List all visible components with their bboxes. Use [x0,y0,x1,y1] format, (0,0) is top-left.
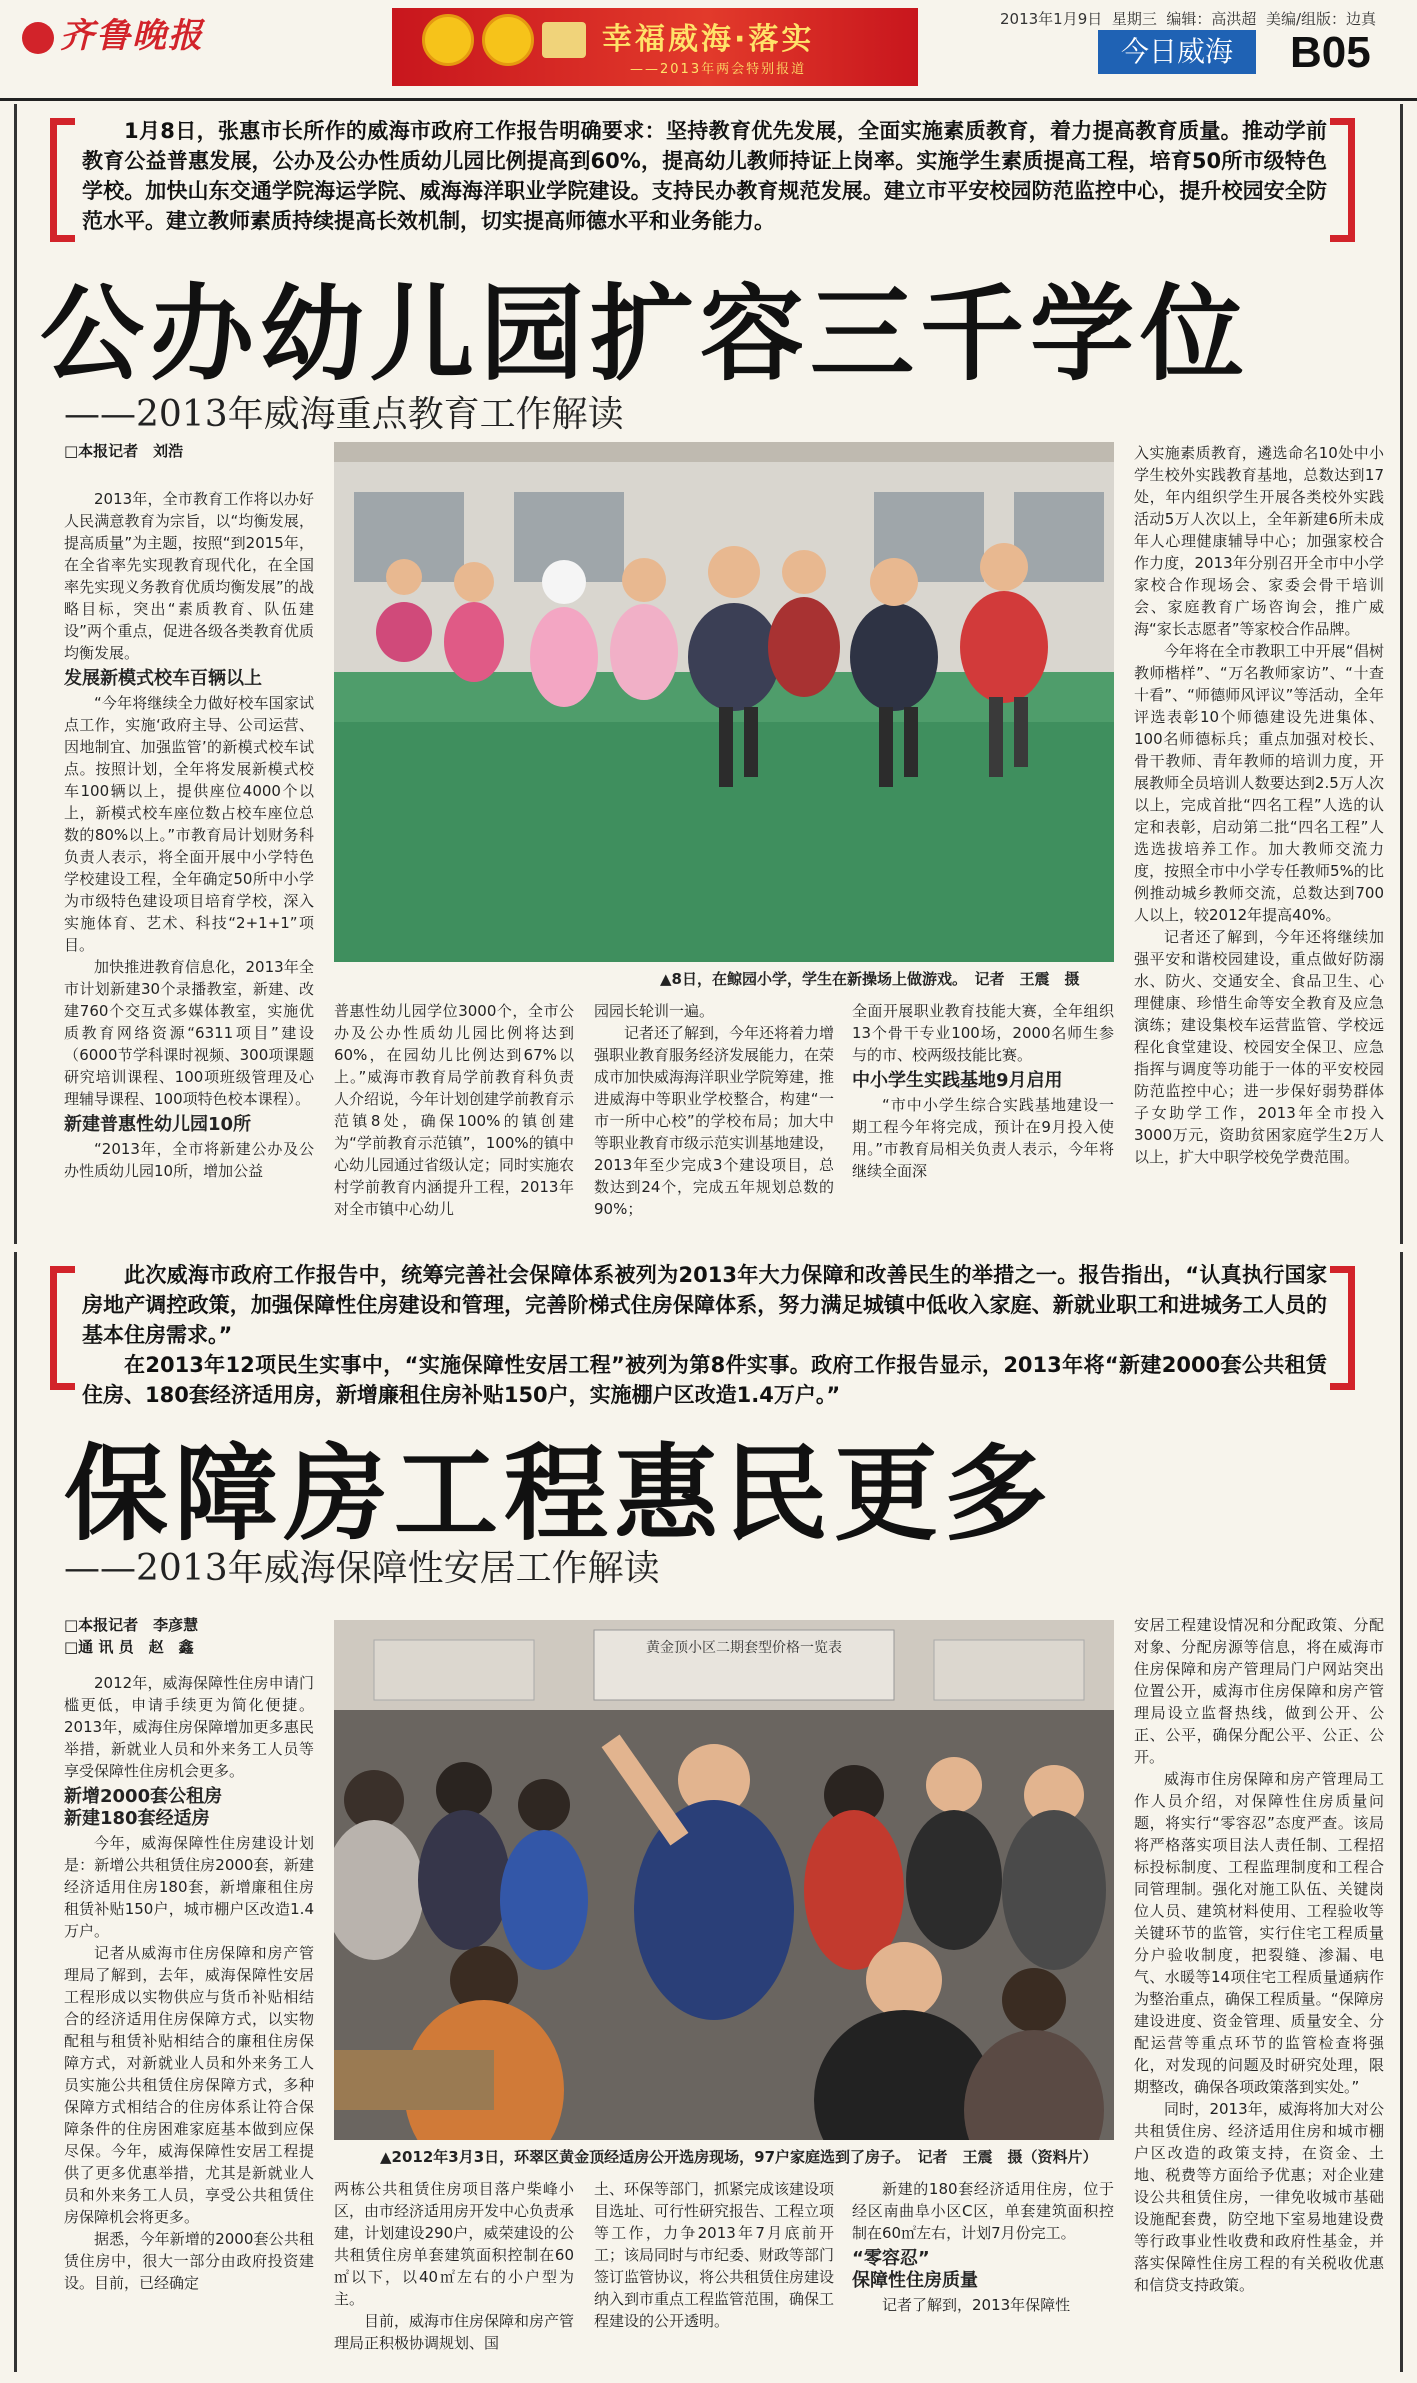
subheading: 新增2000套公租房 [64,1786,223,1807]
article2-byline: □本报记者 李彦慧 □通 讯 员 赵 鑫 [64,1616,199,1656]
section-tag: 今日威海 [1098,30,1256,74]
banner-subtitle: ——2013年两会特别报道 [630,62,807,77]
housing-selection-photo [334,1620,1114,2140]
article1-column-3: 园园长轮训一遍。 记者还了解到，今年还将着力增强职业教育服务经济发展能力，在荣成市加快威海海洋职业学院筹建，推进威海中等职业学校整合，构建“一市一所中心校”的学校布局；加大中等职业教育市级示范实训基地建设，2013年至少完成3个建设项目，总数达到24个，完成五年规划总数的90%； [594,1002,835,1218]
photo-illustration [334,1620,1114,2140]
article1-headline: 公办幼儿园扩容三千学位 [40,273,1251,395]
designer: 美编/组版：边真 [1265,10,1376,28]
subheading: 保障性住房质量 [852,2270,978,2291]
subheading: 中小学生实践基地9月启用 [852,1070,1063,1091]
article1-column-5: 入实施素质教育，遴选命名10处中小学生校外实践教育基地，总数达到17处，年内组织学生开展各类校外实践活动5万人次以上，全年新建6所未成年人心理健康辅导中心；加强家校合作力度，2013年分别召开全市中小学家校合作现场会、家委会骨干培训会、家庭教育广场咨询会，推广威海“家长志愿者”等家校合作品牌。 今年将在全市教职工中开展“倡树教师楷样”、“万名教师家访”、“十查十看”、“师德师风评议”等活动，全年评选表彰10个师德建设先进集体、100名师德标兵；重点加强对校长、骨干教师、青年教师的培训力度，开展教师全员培训人数要达到2.5万人次以上，完成首批“四名工程”人选的认定和表彰，启动第二批“四名工程”人选选拔培养工作。加大教师交流力度，按照全市中小学专任教师5%的比例推动城乡教师交流，总数达到700人以上，较2012年提高40%。 记者还了解到，今年还将继续加强平安和谐校园建设，重点做好防溺水、防火、交通安全、食品卫生、心理健康、珍惜生命等安全教育及应急演练；建设集校车运营监管、学校远程化食堂建设、校园安全保卫、应急指挥与调度等功能于一体的平安校园防范监控中心；进一步保好弱势群体子女助学工作，2013年全市投入3000万元，资助贫困家庭学生2万人以上，扩大中职学校免学费范围。 [1134,444,1384,1166]
subheading: 新建普惠性幼儿园10所 [64,1114,252,1135]
page-meta [1000,8,1376,29]
article2-column-3: 土、环保等部门，抓紧完成该建设项目选址、可行性研究报告、工程立项等工作，力争2013年7月底前开工；该局同时与市纪委、财政等部门签订监管协议，将公共租赁住房建设纳入到市重点工程监管范围，确保工程建设的公开透明。 [594,2180,835,2330]
newspaper-logo: 齐鲁晚报 [22,8,222,54]
article2-headline: 保障房工程惠民更多 [64,1433,1055,1555]
logo-emblem-icon [22,22,54,54]
article2-column-4: 新建的180套经济适用住房，位于经区南曲阜小区C区，单套建筑面积控制在60㎡左右，计划7月份完工。 “零容忍” 保障性住房质量 记者了解到，2013年保障性 [852,2180,1114,2314]
issue-date: 2013年1月9日 [1000,10,1103,28]
weekday: 星期三 [1111,10,1157,28]
article2-subhead: ——2013年威海保障性安居工作解读 [64,1548,660,1589]
price-sign-text: 黄金顶小区二期套型价格一览表 [646,1640,842,1656]
lead-bracket-left [50,1266,75,1390]
subheading: 新建180套经适房 [64,1808,210,1829]
lead-bracket-right [1330,118,1355,242]
photo1-caption: ▲8日，在鲸园小学，学生在新操场上做游戏。 记者 王震 摄 [660,970,1080,988]
page-number: B05 [1290,28,1371,77]
subheading: 发展新模式校车百辆以上 [64,668,262,689]
subheading: “零容忍” [852,2248,930,2269]
banner-title: 幸福威海·落实 [602,22,815,57]
lead-bracket-right [1330,1266,1355,1390]
national-emblem-icon [422,14,474,66]
article2-lead: 此次威海市政府工作报告中，统筹完善社会保障体系被列为2013年大力保障和改善民生的举措之一。报告指出，“认真执行国家房地产调控政策，加强保障性住房建设和管理，完善阶梯式住房保障体系，努力满足城镇中低收入家庭、新就业职工和进城务工人员的基本住房需求。” 在2013年12项民生实事中，“实施保障性安居工程”被列为第8件实事。政府工作报告显示，2013年将“新建2000套公共租赁住房、180套经济适用房，新增廉租住房补贴150户，实施棚户区改造1.4万户。” [82,1263,1327,1407]
article2-column-1: 2012年，威海保障性住房申请门槛更低，申请手续更为简化便捷。2013年，威海住房保障增加更多惠民举措，新就业人员和外来务工人员等享受保障性住房机会更多。 新增2000套公租房 新建180套经适房 今年，威海保障性住房建设计划是：新增公共租赁住房2000套，新建经济适用住房180套，新增廉租住房租赁补贴150户，城市棚户区改造1.4万户。 记者从威海市住房保障和房产管理局了解到，去年，威海保障性安居工程形成以实物供应与货币补贴相结合的经济适用住房保障方式，以实物配租与租赁补贴相结合的廉租住房保障方式，对新就业人员和外来务工人员实施公共租赁住房保障方式，多种保障方式相结合的住房体系让符合保障条件的住房困难家庭基本做到应保尽保。今年，威海保障性安居工程提供了更多优惠举措，尤其是新就业人员和外来务工人员，享受公共租赁住房保障机会将更多。 据悉，今年新增的2000套公共租赁住房中，很大一部分由政府投资建设。目前，已经确定 [64,1674,314,2292]
cppcc-emblem-icon [482,14,534,66]
photo-illustration [334,442,1114,962]
lead-bracket-left [50,118,75,242]
article1-subhead: ——2013年威海重点教育工作解读 [64,394,624,435]
photo2-caption: ▲2012年3月3日，环翠区黄金顶经适房公开选房现场，97户家庭选到了房子。 记者 王震 摄（资料片） [380,2148,1098,2166]
article2-column-2: 两栋公共租赁住房项目落户柴峰小区，由市经济适用房开发中心负责承建，计划建设290户，威荣建设的公共租赁住房单套建筑面积控制在60㎡以下，以40㎡左右的小户型为主。 目前，威海市住房保障和房产管理局正积极协调规划、国 [334,2180,575,2352]
header-rule [0,98,1417,101]
hall-icon [542,22,586,58]
article2-column-5: 安居工程建设情况和分配政策、分配对象、分配房源等信息，将在威海市住房保障和房产管理局门户网站突出位置公开，威海市住房保障和房产管理局设立监督热线，做到公开、公正、公平，确保分配公平、公正、公开。 威海市住房保障和房产管理局工作人员介绍，对保障性住房质量问题，将实行“零容忍”态度严查。该局将严格落实项目法人责任制、工程招标投标制度、工程监理制度和工程合同管理制。强化对施工队伍、关键岗位人员、建筑材料使用、工程验收等关键环节的监管，实行住宅工程质量分户验收制度，把裂缝、渗漏、电气、水暖等14项住宅工程质量通病作为整治重点，确保工程质量。“保障房建设进度、资金管理、质量安全、分配运营等重点环节的监管检查将强化，对发现的问题及时研究处理，限期整改，确保各项政策落到实处。” 同时，2013年，威海将加大对公共租赁住房、经济适用住房和城市棚户区改造的政策支持，在资金、土地、税费等方面给予优惠；对企业建设公共租赁住房，一律免收城市基础设施配套费，防空地下室易地建设费等行政事业性收费和政府性基金，并落实保障性住房工程的有关税收优惠和信贷支持政策。 [1134,1616,1384,2294]
editor: 编辑：高洪超 [1166,10,1257,28]
special-report-banner [392,8,918,86]
article1-column-2: 普惠性幼儿园学位3000个，全市公办及公办性质幼儿园比例将达到60%，在园幼儿比例达到67%以上。”威海市教育局学前教育科负责人介绍说，今年计划创建学前教育示范镇8处，确保100%的镇创建为“学前教育示范镇”，100%的镇中心幼儿园通过省级认定；同时实施农村学前教育内涵提升工程，2013年对全市镇中心幼儿 [334,1002,575,1218]
article1-column-4: 全面开展职业教育技能大赛，全年组织13个骨干专业100场，2000名师生参与的市、校两级技能比赛。 中小学生实践基地9月启用 “市中小学生综合实践基地建设一期工程今年将完成，预计在9月投入使用。”市教育局相关负责人表示，今年将继续全面深 [852,1002,1114,1180]
students-playing-photo [334,442,1114,962]
article1-lead: 1月8日，张惠市长所作的威海市政府工作报告明确要求：坚持教育优先发展，全面实施素质教育，着力提高教育质量。推动学前教育公益普惠发展，公办及公办性质幼儿园比例提高到60%，提高幼儿教师持证上岗率。实施学生素质提高工程，培育50所市级特色学校。加快山东交通学院海运学院、威海海洋职业学院建设。支持民办教育规范发展。建立市平安校园防范监控中心，提升校园安全防范水平。建立教师素质持续提高长效机制，切实提高师德水平和业务能力。 [82,119,1327,233]
article1-byline: □本报记者 刘浩 [64,442,184,460]
article1-column-1: 2013年，全市教育工作将以办好人民满意教育为宗旨，以“均衡发展，提高质量”为主题，按照“到2015年，在全省率先实现教育现代化，在全国率先实现义务教育优质均衡发展”的战略目标，突出“素质教育、队伍建设”两个重点，促进各级各类教育优质均衡发展。 发展新模式校车百辆以上 “今年将继续全力做好校车国家试点工作，实施‘政府主导、公司运营、因地制宜、加强监管’的新模式校车试点。按照计划，全年将发展新模式校车100辆以上，提供座位4000个以上，新模式校车座位数占校车座位总数的80%以上。”市教育局计划财务科负责人表示，将全面开展中小学特色学校建设工程，全年确定50所中小学为市级特色建设项目培育学校，深入实施体育、艺术、科技“2+1+1”项目。 加快推进教育信息化，2013年全市计划新建30个录播教室，新建、改建760个交互式多媒体教室，实施优质教育网络资源“6311项目”建设（6000节学科课时视频、300项课题研究培训课程、100项班级管理及心理辅导课程、100项特色校本课程）。 新建普惠性幼儿园10所 “2013年，全市将新建公办及公办性质幼儿园10所，增加公益 [64,490,314,1180]
